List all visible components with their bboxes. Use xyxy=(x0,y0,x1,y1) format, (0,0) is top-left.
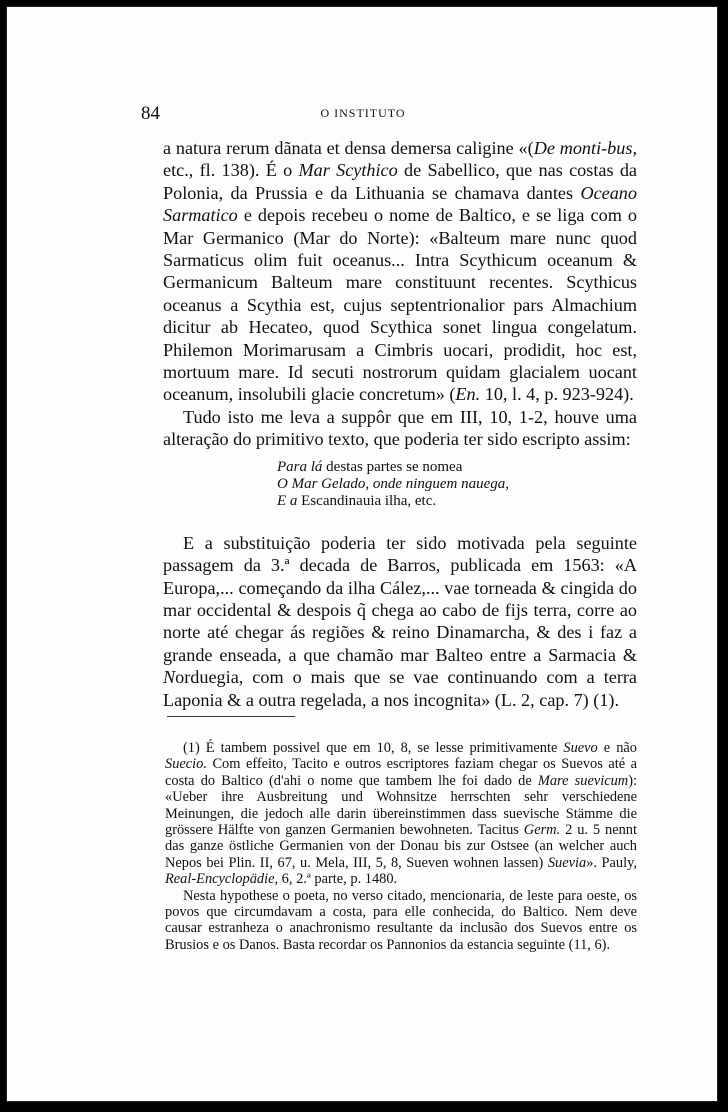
text-run: ): «Ueber ihre Ausbreitung und Wohnsitze herrschten sehr verschiedene Meinungen, die jedoch alle darin übereinstimmen dass suevische Stämme die grössere Hälfte von ganzen Germanien bewohneten. Tacitus xyxy=(165,772,637,839)
italic-run: Germ. xyxy=(523,822,561,839)
footnote-divider xyxy=(167,716,295,717)
italic-run: Suecio. xyxy=(165,756,207,773)
main-text xyxy=(163,137,637,711)
paragraph-barros xyxy=(163,532,637,711)
text-run: a natura rerum dãnata et densa demersa caligine «( xyxy=(163,138,534,158)
text-run: e não xyxy=(597,740,637,756)
footnote-1-continued: Nesta hypothese o poeta, no verso citado, mencionaria, de leste para oeste, os povos que circumdavam a costa, para elle conhecida, do Baltico. Nem deve causar estranheza o anachronismo resultante da inclusão dos Suevos entre os Brusios e os Danos. Basta recordar os Pannonios da estancia seguinte (11, 6). xyxy=(165,887,637,953)
text-run: etc., fl. 138). É o xyxy=(163,160,299,181)
verse-quote xyxy=(277,459,637,510)
text-run: de Sabellico, que nas costas da Polonia, da Prussia e da Lithuania se chamava dantes xyxy=(163,160,637,203)
text-run: E a substituição poderia ter sido motivada pela seguinte passagem da 3.ª decada de Barros, publicada em 1563: «A Europa,... começando da ilha Cález,... vae torneada & cingida do mar occidental & despois q̃ chega ao cabo de fijs terra, corre ao norte até chegar ás regiões & reino Dinamarcha, & des i faz a grande enseada, a que chamão mar Balteo entre a Sarmacia & xyxy=(163,532,637,665)
italic-run: Para lá xyxy=(277,458,323,475)
italic-run: En. xyxy=(455,384,481,405)
italic-run: Oceano Sarmatico xyxy=(163,182,637,226)
text-run: 10, l. 4, p. 923-924). xyxy=(480,384,634,405)
text-run: Com effeito, Tacito e outros escriptores faziam chegar os Suevos até a costa do Baltico (d'ahi o nome que tambem lhe foi dado de xyxy=(165,756,637,789)
italic-run: De monti-bus, xyxy=(533,138,637,158)
text-run: ». Pauly, xyxy=(586,854,637,871)
text-run: 6, 2.ª parte, p. 1480. xyxy=(278,871,398,888)
text-run: Escandinauia ilha, etc. xyxy=(297,492,437,509)
text-run: (1) É tambem possivel que em 10, 8, se lesse primitivamente xyxy=(183,740,564,756)
page-number: 84 xyxy=(141,103,160,124)
italic-run: Suevo xyxy=(563,740,598,756)
text-run: orduegia, com o mais que se vae continuando com a terra Laponia & a outra regelada, a nos incognita» (L. 2, cap. 7) (1). xyxy=(163,667,637,710)
italic-run: Mare suevicum xyxy=(537,772,629,789)
italic-run: E a xyxy=(277,492,298,509)
footnote-1 xyxy=(165,740,637,888)
text-run: e depois recebeu o nome de Baltico, e se liga com o Mar Germanico (Mar do Norte): «Balteum mare nunc quod Sarmaticus olim fuit oceanus... Intra Scythicum oceanum & Germanicum Balteum mare constituunt recentes. Scythicus oceanus a Scythia est, cujus septentrionalior pars Almachium dicitur ab Hecateo, quod Scythica sonet lingua congelatum. Philemon Morimarusam a Cimbris uocari, prodidit, hoc est, mortuum mare. Id secuti nostrorum quidam glacialem uocant oceanum, insolubili glacie concretum» ( xyxy=(163,205,637,405)
verse-line xyxy=(277,476,637,493)
verse-line xyxy=(277,493,637,510)
paragraph-hypothesis: Tudo isto me leva a suppôr que em III, 10, 1-2, houve uma alteração do primitivo texto, que poderia ter sido escripto assim: xyxy=(163,406,637,450)
page-header xyxy=(7,103,719,125)
italic-run: Suevia xyxy=(547,854,587,871)
italic-run: Mar Scythico xyxy=(298,160,398,181)
text-run: 2 u. 5 nennt das ganze östliche Germanien von der Donau bis zur Ostsee (an welcher auch Nepos bei Plin. II, 67, u. Mela, III, 5, 8, Sueven wohnen lassen) xyxy=(165,822,637,871)
paragraph-latin-quote xyxy=(163,137,637,406)
italic-run: N xyxy=(163,667,176,688)
text-run: destas partes se nomea xyxy=(322,458,463,475)
running-title: O INSTITUTO xyxy=(320,106,406,120)
italic-run: Real-Encyclopädie, xyxy=(165,871,279,888)
book-page xyxy=(6,6,718,1102)
footnotes xyxy=(165,740,637,953)
italic-run: O Mar Gelado, onde ninguem nauega, xyxy=(277,475,510,492)
verse-line xyxy=(277,459,637,476)
